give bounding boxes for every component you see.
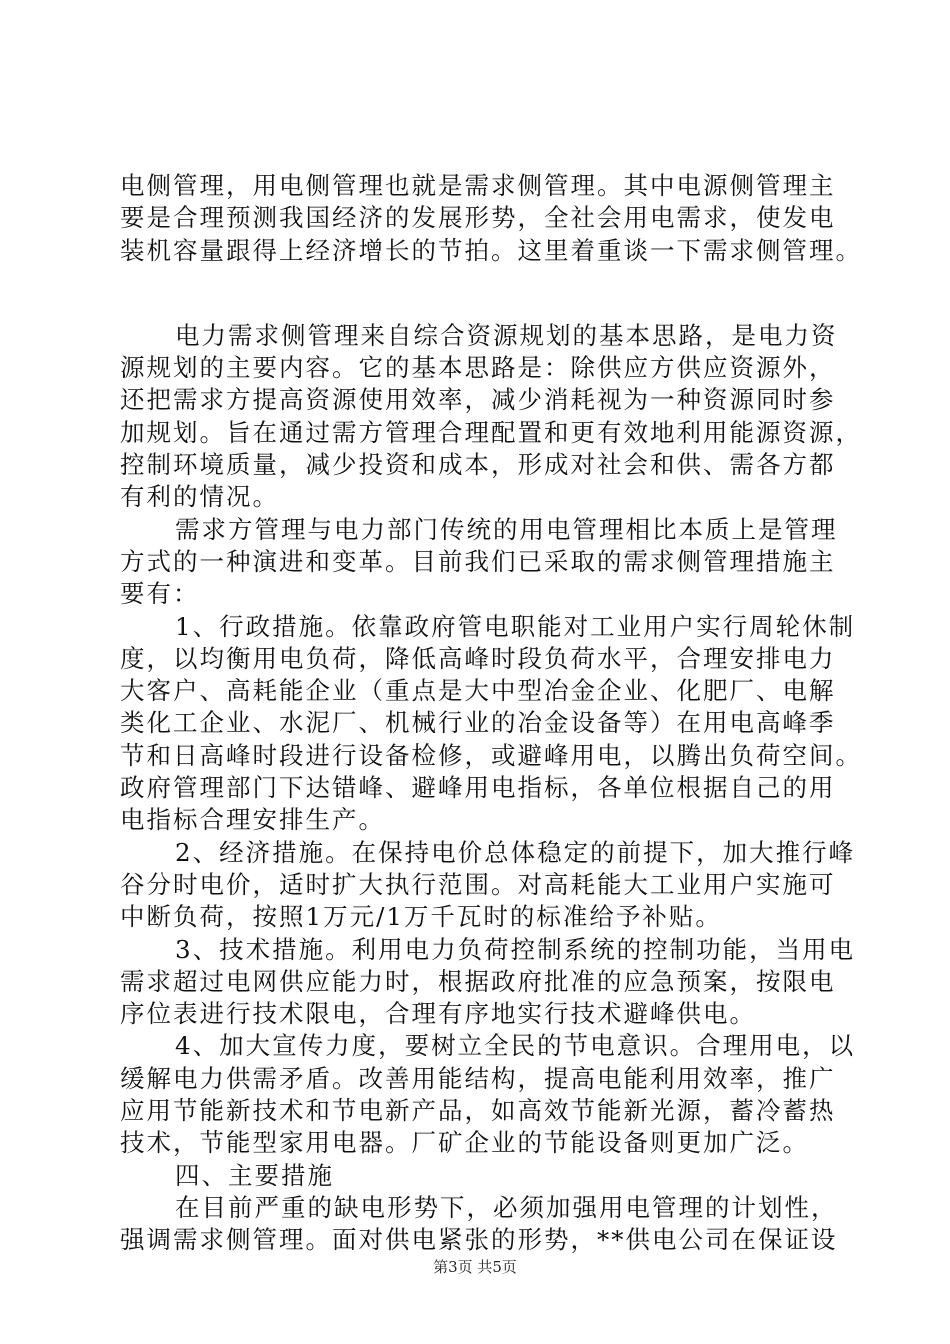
page-number-footer: 第3页 共5页 [433, 1258, 517, 1276]
paragraph-economic-measures [120, 837, 856, 934]
text-line: 方式的一种演进和变革。目前我们已采取的需求侧管理措施主 [120, 546, 836, 576]
text-line: 中断负荷，按照1万元/1万千瓦时的标准给予补贴。 [120, 902, 722, 932]
paragraph-publicity-measures [120, 1030, 856, 1159]
text-line: 控制环境质量，减少投资和成本，形成对社会和供、需各方都 [120, 450, 836, 480]
text-line: 谷分时电价，适时扩大执行范围。对高耗能大工业用户实施可 [120, 869, 836, 899]
paragraph-intro-cont [120, 170, 862, 267]
paragraph-main-measures [120, 1192, 840, 1257]
text-line: 四、主要措施 [175, 1160, 334, 1190]
text-line: 在目前严重的缺电形势下，必须加强用电管理的计划性， [175, 1192, 838, 1222]
text-line: 有利的情况。 [120, 482, 279, 512]
text-line: 节和日高峰时段进行设备检修，或避峰用电，以腾出负荷空间。 [120, 740, 862, 770]
text-line: 要是合理预测我国经济的发展形势，全社会用电需求，使发电 [120, 203, 836, 233]
text-line: 应用节能新技术和节电新产品，如高效节能新光源，蓄冷蓄热 [120, 1096, 836, 1126]
paragraph-dsm-definition [120, 320, 862, 514]
text-line: 类化工企业、水泥厂、机械行业的冶金设备等）在用电高峰季 [120, 708, 836, 738]
text-line: 需求方管理与电力部门传统的用电管理相比本质上是管理 [175, 514, 838, 544]
document-body [120, 170, 862, 1257]
section-heading-main-measures [120, 1160, 840, 1192]
text-line: 政府管理部门下达错峰、避峰用电指标，各单位根据自己的用 [120, 773, 836, 803]
text-line: 2、经济措施。在保持电价总体稳定的前提下，加大推行峰 [175, 837, 856, 867]
text-line: 强调需求侧管理。面对供电紧张的形势，**供电公司在保证设 [120, 1225, 838, 1255]
text-line: 度，以均衡用电负荷，降低高峰时段负荷水平，合理安排电力 [120, 643, 836, 673]
text-line: 电指标合理安排生产。 [120, 805, 385, 835]
paragraph-administrative-measures [120, 611, 862, 837]
text-line: 需求超过电网供应能力时，根据政府批准的应急预案，按限电 [120, 966, 836, 996]
text-line: 还把需求方提高资源使用效率，减少消耗视为一种资源同时参 [120, 385, 836, 415]
text-line: 要有： [120, 579, 200, 609]
text-line: 序位表进行技术限电，合理有序地实行技术避峰供电。 [120, 999, 756, 1029]
text-line: 加规划。旨在通过需方管理合理配置和更有效地利用能源资源， [120, 417, 862, 447]
text-line: 电力需求侧管理来自综合资源规划的基本思路，是电力资 [175, 320, 838, 350]
text-line: 3、技术措施。利用电力负荷控制系统的控制功能，当用电 [175, 934, 856, 964]
text-line: 电侧管理，用电侧管理也就是需求侧管理。其中电源侧管理主 [120, 171, 836, 200]
paragraph-demand-management [120, 514, 840, 611]
text-line: 装机容量跟得上经济增长的节拍。这里着重谈一下需求侧管理。 [120, 235, 862, 265]
text-line: 4、加大宣传力度，要树立全民的节电意识。合理用电，以 [175, 1031, 856, 1061]
text-line: 大客户、高耗能企业（重点是大中型冶金企业、化肥厂、电解 [120, 676, 836, 706]
text-line: 缓解电力供需矛盾。改善用能结构，提高电能利用效率，推广 [120, 1063, 836, 1093]
text-line: 1、行政措施。依靠政府管电职能对工业用户实行周轮休制 [175, 611, 856, 641]
text-line: 技术，节能型家用电器。厂矿企业的节能设备则更加广泛。 [120, 1128, 809, 1158]
paragraph-technical-measures [120, 934, 856, 1031]
text-line: 源规划的主要内容。它的基本思路是：除供应方供应资源外， [120, 353, 836, 383]
